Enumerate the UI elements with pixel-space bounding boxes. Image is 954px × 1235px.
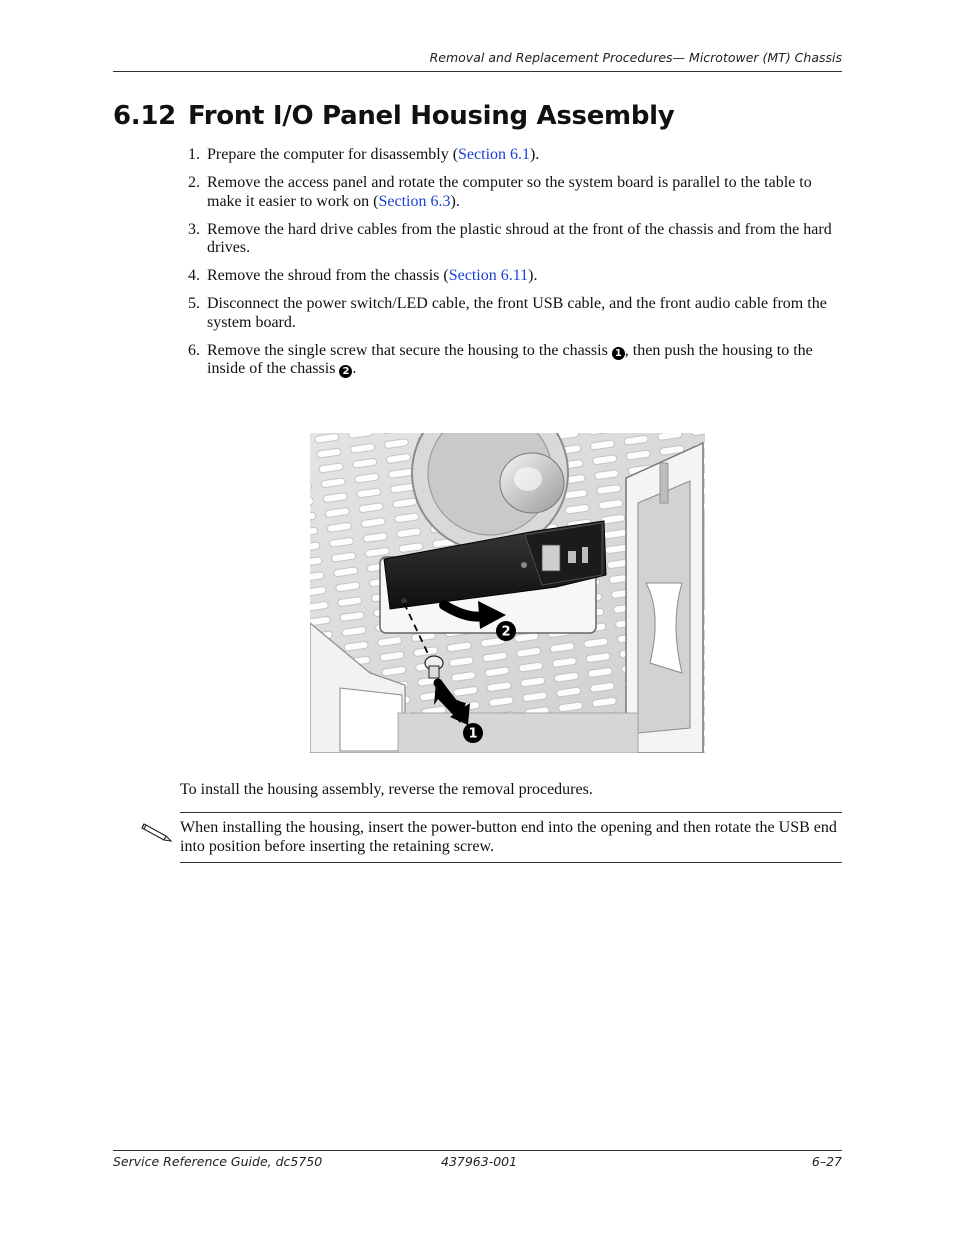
pencil-note-icon — [140, 820, 174, 844]
xref-link-section-6-11[interactable]: Section 6.11 — [448, 267, 529, 284]
drive-cage-frame — [626, 443, 703, 753]
footer-part-number: 437963-001 — [441, 1154, 518, 1169]
step-number: 4. — [188, 267, 200, 284]
callout-1-icon: 1 — [612, 347, 625, 360]
footer-rule — [113, 1150, 842, 1151]
procedure-steps — [180, 146, 842, 388]
footer-page-number: 6–27 — [811, 1154, 842, 1169]
xref-link-section-6-1[interactable]: Section 6.1 — [458, 146, 531, 163]
step-5 — [180, 295, 842, 332]
section-number: 6.12 — [113, 101, 176, 131]
housing-removal-illustration — [310, 433, 705, 753]
header-rule — [113, 71, 842, 72]
section-title — [113, 101, 674, 131]
step-text: Prepare the computer for disassembly ( — [207, 146, 459, 163]
step-3 — [180, 221, 842, 258]
step-number: 1. — [188, 146, 200, 163]
figure-callout-2-label: 2 — [501, 624, 511, 640]
step-text: Remove the hard drive cables from the plastic shroud at the front of the chassis and from the hard drives. — [207, 220, 832, 256]
section-title-text: Front I/O Panel Housing Assembly — [187, 101, 675, 131]
figure-callout-2 — [496, 621, 516, 641]
install-instruction: To install the housing assembly, reverse the removal procedures. — [180, 781, 593, 798]
note-rule-bottom — [180, 862, 842, 863]
figure-callout-1 — [463, 723, 483, 743]
step-text: Disconnect the power switch/LED cable, the front USB cable, and the front audio cable from the system board. — [207, 295, 827, 331]
footer-guide-title: Service Reference Guide, dc5750 — [113, 1154, 323, 1169]
step-text-end: ). — [530, 146, 540, 163]
step-text-end: ). — [450, 192, 460, 210]
step-6 — [180, 342, 842, 379]
step-1 — [180, 146, 842, 165]
figure-callout-1-label: 1 — [468, 726, 478, 742]
step-text: Remove the single screw that secure the housing to the chassis — [207, 341, 612, 359]
step-number: 3. — [188, 220, 200, 238]
step-4 — [180, 267, 842, 286]
step-number: 5. — [188, 295, 200, 312]
note-text: When installing the housing, insert the power-button end into the opening and then rotate the USB end into position before inserting the retaining screw. — [180, 819, 837, 855]
step-text: Remove the shroud from the chassis ( — [207, 267, 449, 284]
step-text-end: ). — [528, 267, 538, 284]
step-text-middle: , then push the housing to the inside of the chassis — [207, 341, 813, 377]
note-rule-top — [180, 812, 842, 813]
step-text-end: . — [352, 360, 357, 377]
step-2 — [180, 174, 842, 211]
step-text: Remove the access panel and rotate the computer so the system board is parallel to the table to make it easier to work on ( — [207, 174, 812, 210]
callout-2-icon: 2 — [339, 365, 352, 378]
step-number: 2. — [188, 174, 200, 191]
step-number: 6. — [188, 341, 200, 359]
xref-link-section-6-3[interactable]: Section 6.3 — [378, 192, 451, 210]
running-header: Removal and Replacement Procedures— Microtower (MT) Chassis — [429, 50, 842, 65]
